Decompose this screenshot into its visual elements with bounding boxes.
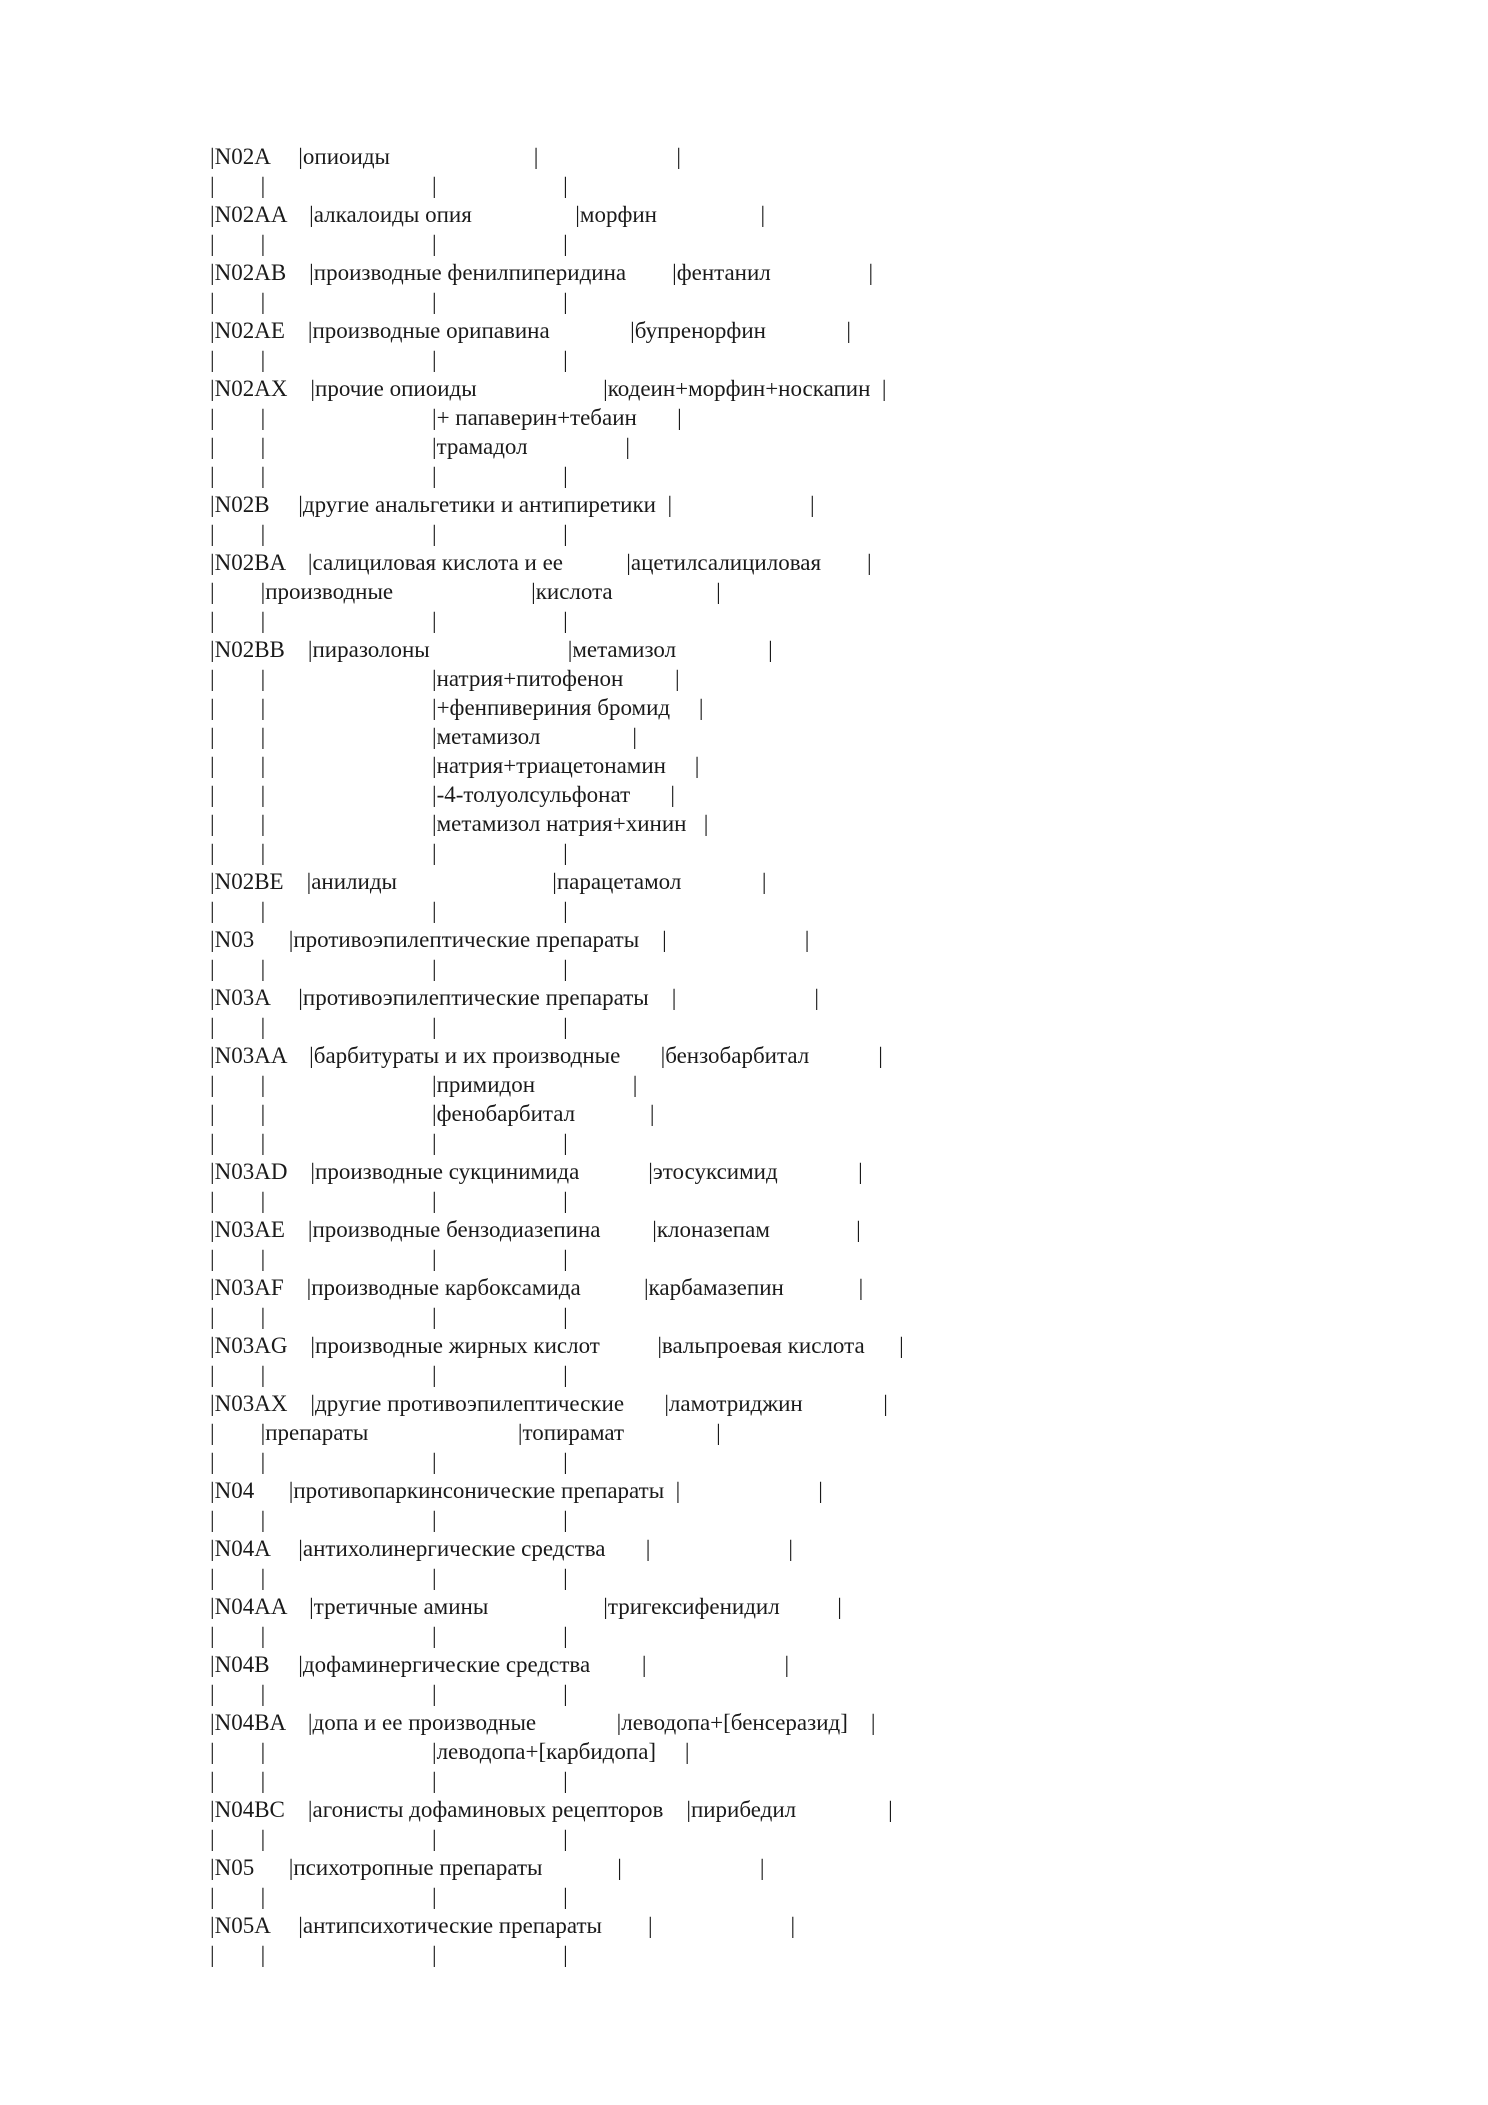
text-line: |N04B |дофаминергические средства | | [210,1652,790,1677]
text-line: |N03A |противоэпилептические препараты | | [210,985,819,1010]
text-line: | | |+фенпивериния бромид | [210,695,704,720]
text-line: | | | | [210,840,568,865]
text-line: |N02AX |прочие опиоиды |кодеин+морфин+носкапин | [210,376,887,401]
text-line: | | | | [210,173,568,198]
text-line: |N02BA |салициловая кислота и ее |ацетилсалициловая | [210,550,872,575]
text-line: |N02AE |производные орипавина |бупренорфин | [210,318,852,343]
text-line: |N03 |противоэпилептические препараты | | [210,927,810,952]
text-line: |N03AX |другие противоэпилептические |ламотриджин | [210,1391,888,1416]
text-line: |N05A |антипсихотические препараты | | [210,1913,796,1938]
text-line: | | | | [210,521,568,546]
text-line: | | | | [210,1130,568,1155]
text-line: |N03AG |производные жирных кислот |вальпроевая кислота | [210,1333,904,1358]
text-line: | |препараты |топирамат | [210,1420,721,1445]
text-line: |N02BE |анилиды |парацетамол | [210,869,767,894]
text-line: | | | | [210,1565,568,1590]
text-line: |N02BB |пиразолоны |метамизол | [210,637,773,662]
text-line: | | | | [210,1768,568,1793]
text-line: |N03AF |производные карбоксамида |карбамазепин | [210,1275,864,1300]
text-line: | | | | [210,347,568,372]
text-line: | | | | [210,289,568,314]
text-line: | | | | [210,463,568,488]
text-line: | | | | [210,1362,568,1387]
text-line: | | |натрия+питофенон | [210,666,680,691]
text-line: |N02AB |производные фенилпиперидина |фентанил | [210,260,874,285]
text-line: | | |метамизол | [210,724,637,749]
text-line: | | |натрия+триацетонамин | [210,753,700,778]
text-line: | | | | [210,1884,568,1909]
text-line: | | |метамизол натрия+хинин | [210,811,709,836]
text-line: |N04A |антихолинергические средства | | [210,1536,793,1561]
text-line: | | | | [210,1188,568,1213]
text-line: | | | | [210,1014,568,1039]
text-line: | | | | [210,1246,568,1271]
text-line: |N03AD |производные сукцинимида |этосуксимид | [210,1159,863,1184]
text-line: |N04 |противопаркинсонические препараты | | [210,1478,823,1503]
text-line: | |производные |кислота | [210,579,721,604]
text-line: | | | | [210,956,568,981]
text-line: | | |-4-толуолсульфонат | [210,782,675,807]
text-line: | | | | [210,1623,568,1648]
text-line: |N04AA |третичные амины |тригексифенидил | [210,1594,842,1619]
text-line: | | | | [210,1681,568,1706]
text-line: | | | | [210,231,568,256]
text-line: |N04BC |агонисты дофаминовых рецепторов |пирибедил | [210,1797,893,1822]
text-line: | | | | [210,898,568,923]
document-page [210,0,1310,2105]
text-line: |N04BA |допа и ее производные |леводопа+[бенсеразид] | [210,1710,876,1735]
text-line: | | |примидон | [210,1072,638,1097]
text-line: | | | | [210,1449,568,1474]
text-line: | | |трамадол | [210,434,630,459]
text-line: |N02A |опиоиды | | [210,144,681,169]
text-line: | | |+ папаверин+тебаин | [210,405,682,430]
text-line: |N03AA |барбитураты и их производные |бензобарбитал | [210,1043,883,1068]
text-line: |N02B |другие анальгетики и антипиретики | | [210,492,815,517]
text-line: | | | | [210,608,568,633]
text-line: |N02AA |алкалоиды опия |морфин | [210,202,766,227]
text-line: | | | | [210,1304,568,1329]
text-line: |N05 |психотропные препараты | | [210,1855,765,1880]
text-line: | | |леводопа+[карбидопа] | [210,1739,690,1764]
text-line: | | | | [210,1507,568,1532]
text-line: |N03AE |производные бензодиазепина |клоназепам | [210,1217,861,1242]
text-line: | | | | [210,1826,568,1851]
text-line: | | |фенобарбитал | [210,1101,655,1126]
text-line: | | | | [210,1942,568,1967]
